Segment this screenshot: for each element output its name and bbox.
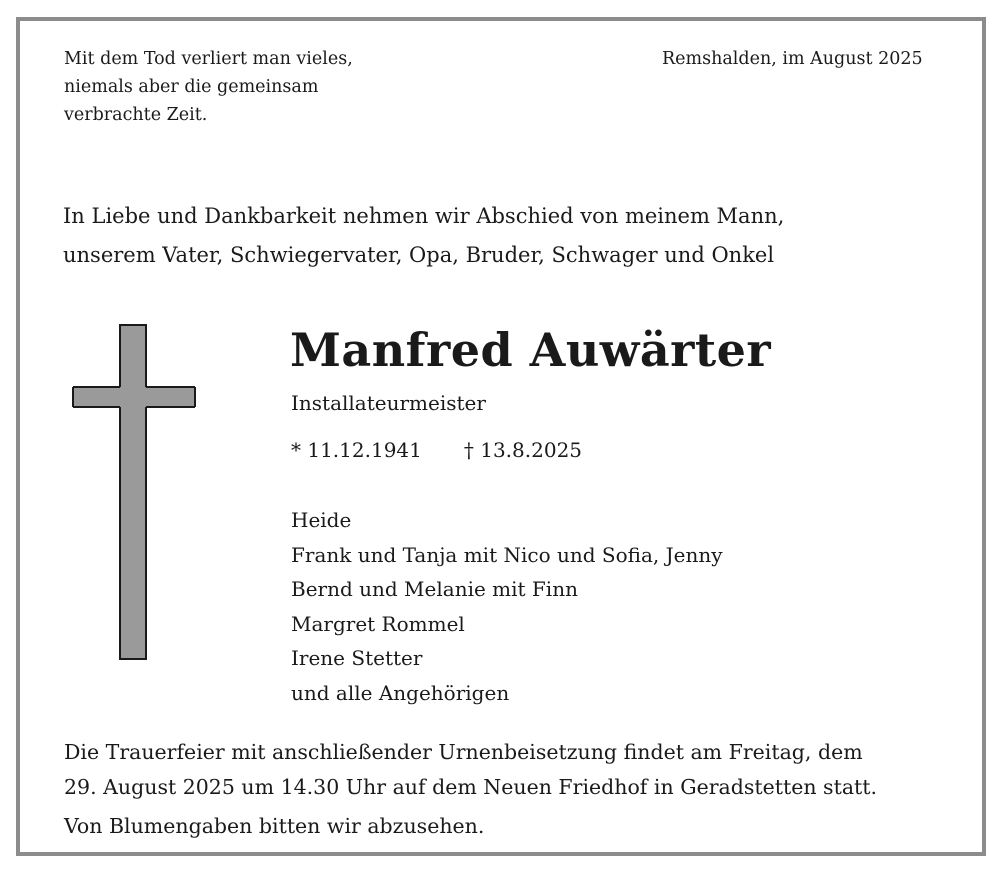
mourner-line: und alle Angehörigen	[291, 680, 510, 705]
quote-line-1: Mit dem Tod verliert man vieles,	[64, 49, 353, 69]
flowers-note: Von Blumengaben bitten wir abzusehen.	[64, 814, 485, 838]
intro-text	[63, 197, 784, 275]
mourner-line: Bernd und Melanie mit Finn	[291, 577, 578, 601]
cross-icon	[72, 324, 196, 660]
ceremony-info	[64, 735, 877, 805]
mourner-line: Frank und Tanja mit Nico und Sofia, Jenny	[291, 542, 723, 567]
birth-date: * 11.12.1941	[291, 438, 422, 462]
intro-line-2: unserem Vater, Schwiegervater, Opa, Bruder, Schwager und Onkel	[63, 243, 775, 267]
intro-line-1: In Liebe und Dankbarkeit nehmen wir Abschied von meinem Mann,	[63, 204, 785, 228]
death-date: † 13.8.2025	[463, 438, 583, 462]
mourner-line: Irene Stetter	[291, 646, 423, 670]
mourner-line: Heide	[291, 508, 352, 532]
ceremony-line-1: Die Trauerfeier mit anschließender Urnenbeisetzung findet am Freitag, dem	[64, 740, 863, 764]
ceremony-line-2: 29. August 2025 um 14.30 Uhr auf dem Neuen Friedhof in Geradstetten statt.	[64, 775, 878, 799]
quote-line-3: verbrachte Zeit.	[64, 105, 208, 125]
deceased-profession: Installateurmeister	[291, 391, 486, 415]
mourners-list	[291, 503, 723, 710]
place-date: Remshalden, im August 2025	[662, 49, 923, 69]
mourner-line: Margret Rommel	[291, 611, 465, 636]
quote-line-2: niemals aber die gemeinsam	[64, 77, 319, 97]
life-dates	[291, 436, 582, 464]
deceased-name: Manfred Auwärter	[290, 323, 772, 377]
quote-block	[64, 45, 353, 129]
